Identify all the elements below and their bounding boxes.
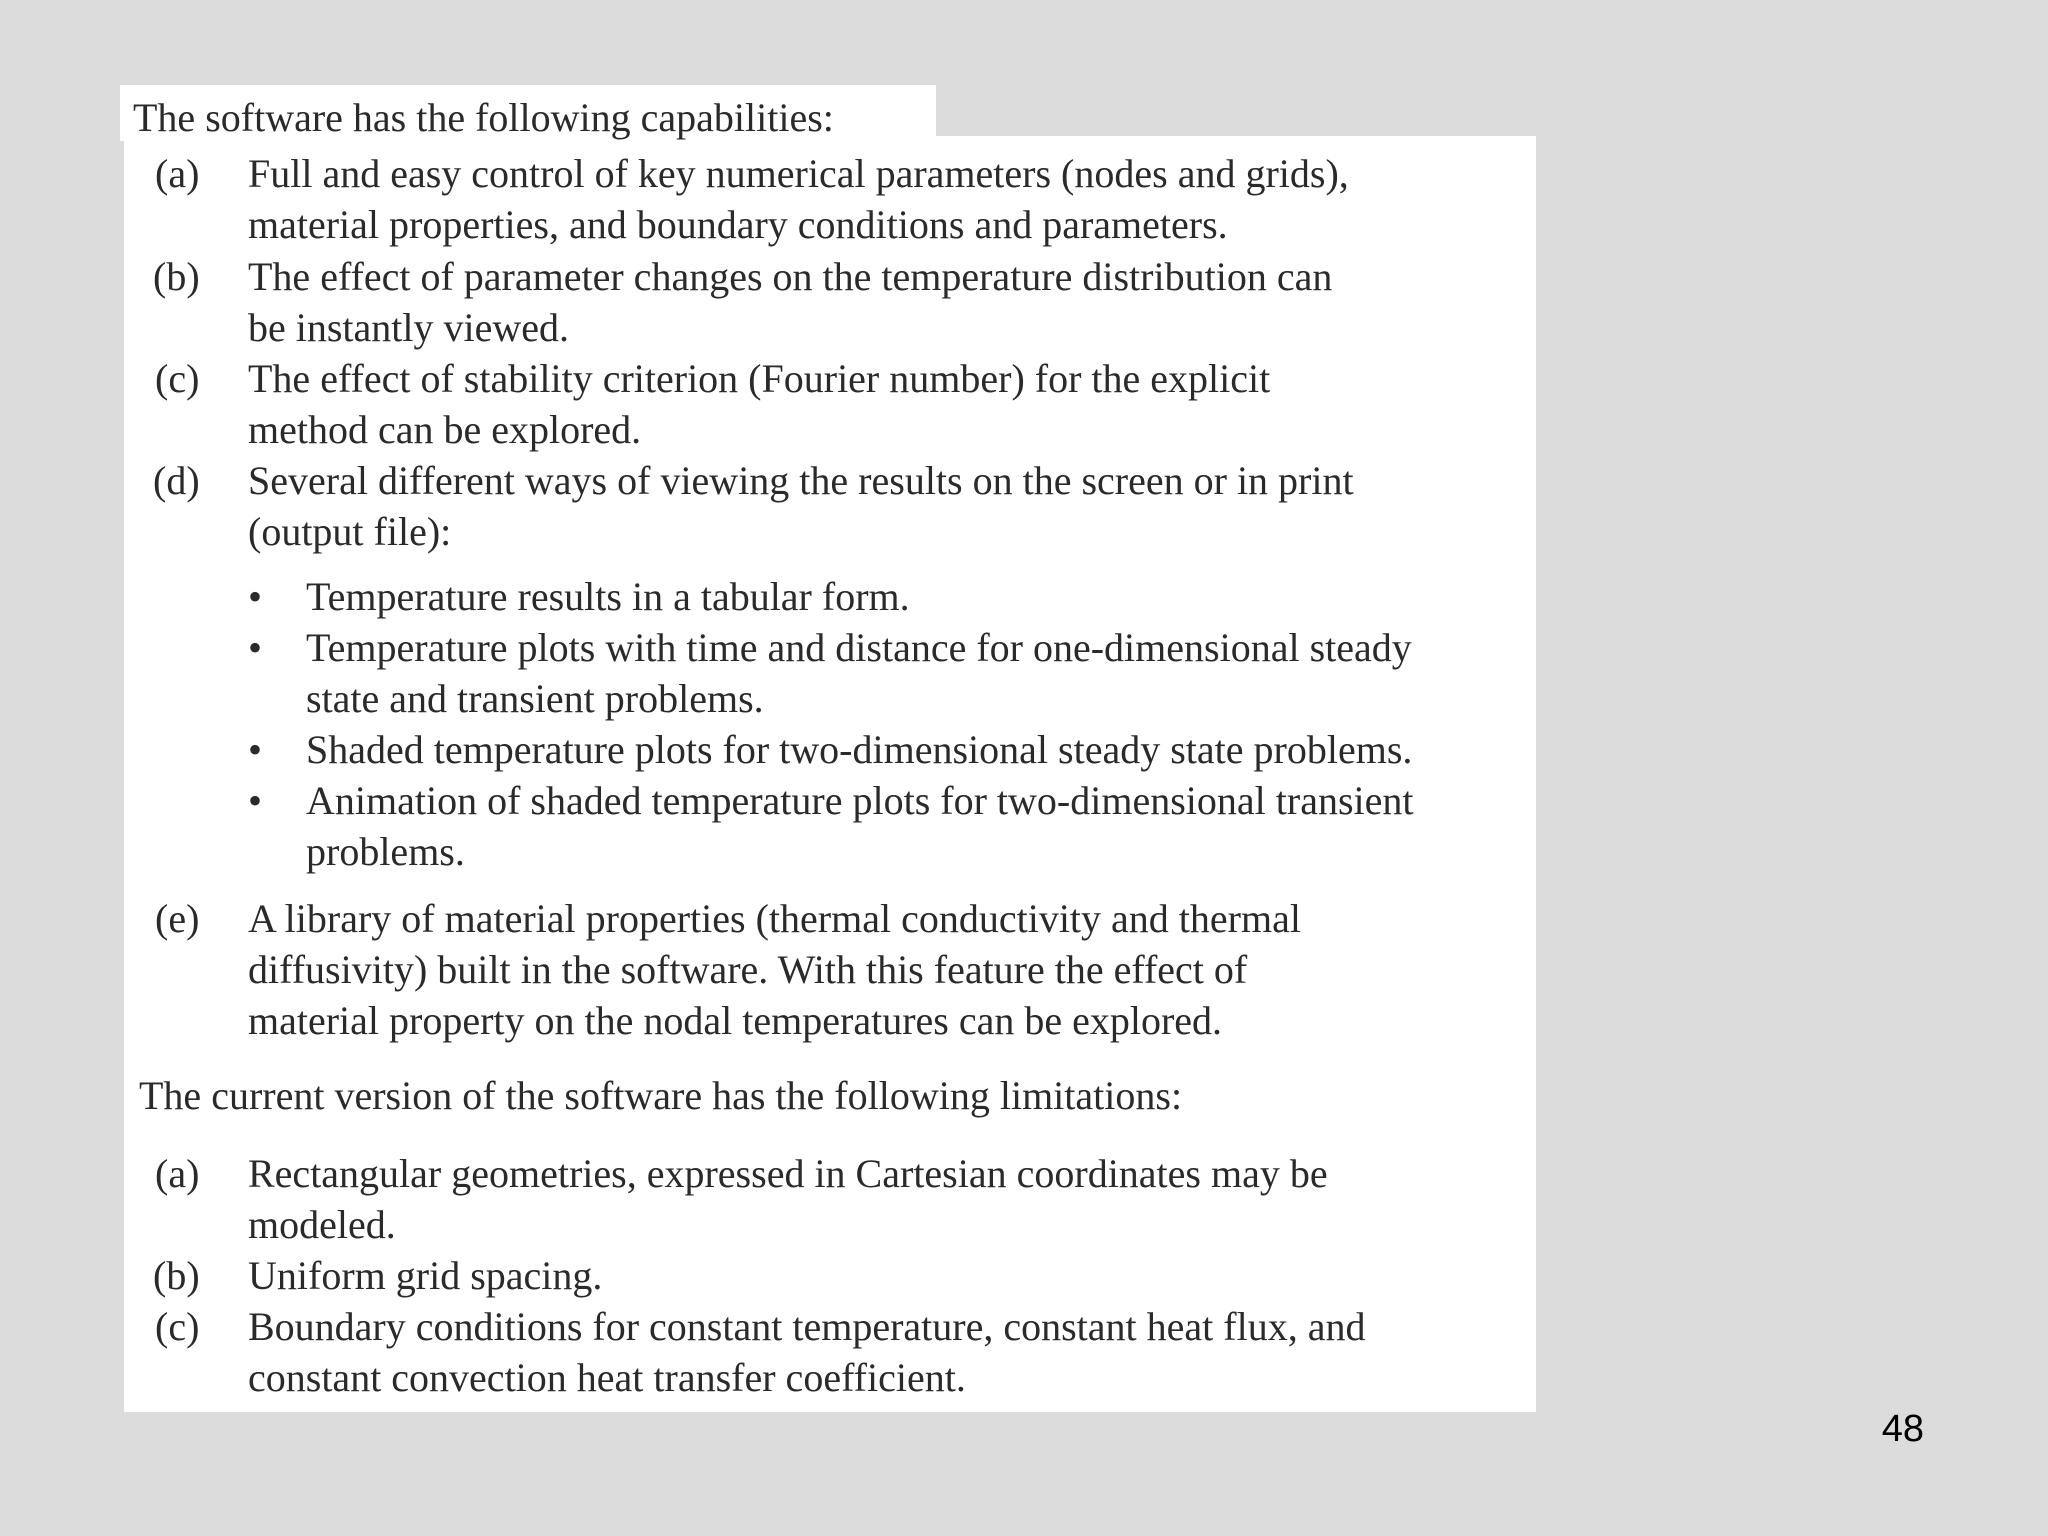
item-line: The effect of stability criterion (Fourier number) for the explicit: [248, 356, 1271, 401]
item-line: Uniform grid spacing.: [248, 1253, 603, 1298]
item-text: [248, 1250, 1528, 1301]
item-marker: (c): [155, 1304, 200, 1349]
item-line: method can be explored.: [248, 407, 642, 452]
item-line: diffusivity) built in the software. With this feature the effect of: [248, 947, 1248, 992]
item-marker: (a): [155, 1151, 200, 1196]
item-line: constant convection heat transfer coefficient.: [248, 1355, 966, 1400]
bullet-text: [306, 724, 1536, 775]
item-line: Rectangular geometries, expressed in Cartesian coordinates may be: [248, 1151, 1328, 1196]
item-line: (output file):: [248, 509, 452, 554]
item-marker: (d): [153, 458, 200, 503]
item-text: [248, 353, 1528, 455]
item-line: Several different ways of viewing the results on the screen or in print: [248, 458, 1354, 503]
item-line: modeled.: [248, 1202, 396, 1247]
bullet-line: problems.: [306, 829, 465, 874]
item-line: be instantly viewed.: [248, 305, 570, 350]
limitations-intro: The current version of the software has the following limitations:: [139, 1073, 1183, 1118]
item-text: [248, 148, 1528, 250]
item-line: material properties, and boundary conditions and parameters.: [248, 202, 1228, 247]
item-text: [248, 251, 1528, 353]
item-marker: (b): [153, 254, 200, 299]
slide-page-number: 48: [1881, 1408, 1924, 1450]
bullet-line: Temperature results in a tabular form.: [306, 574, 910, 619]
item-line: A library of material properties (thermal conductivity and thermal: [248, 896, 1301, 941]
item-marker: (c): [155, 356, 200, 401]
bullet-dot: •: [248, 625, 263, 670]
item-line: material property on the nodal temperatures can be explored.: [248, 998, 1223, 1043]
bullet-text: [306, 571, 1536, 622]
capabilities-intro: The software has the following capabilities:: [133, 95, 834, 140]
item-text: [248, 455, 1528, 557]
item-line: The effect of parameter changes on the temperature distribution can: [248, 254, 1333, 299]
item-text: [248, 1148, 1528, 1250]
item-text: [248, 1301, 1528, 1403]
bullet-line: Temperature plots with time and distance for one-dimensional steady: [306, 625, 1412, 670]
item-line: Boundary conditions for constant temperature, constant heat flux, and: [248, 1304, 1366, 1349]
bullet-line: state and transient problems.: [306, 676, 764, 721]
item-marker: (a): [155, 151, 200, 196]
bullet-line: Shaded temperature plots for two-dimensional steady state problems.: [306, 727, 1413, 772]
bullet-line: Animation of shaded temperature plots for two-dimensional transient: [306, 778, 1414, 823]
item-line: Full and easy control of key numerical parameters (nodes and grids),: [248, 151, 1349, 196]
bullet-text: [306, 775, 1536, 877]
bullet-dot: •: [248, 778, 263, 823]
bullet-dot: •: [248, 574, 263, 619]
bullet-dot: •: [248, 727, 263, 772]
item-marker: (b): [153, 1253, 200, 1298]
item-text: [248, 893, 1528, 1046]
item-marker: (e): [155, 896, 200, 941]
bullet-text: [306, 622, 1536, 724]
